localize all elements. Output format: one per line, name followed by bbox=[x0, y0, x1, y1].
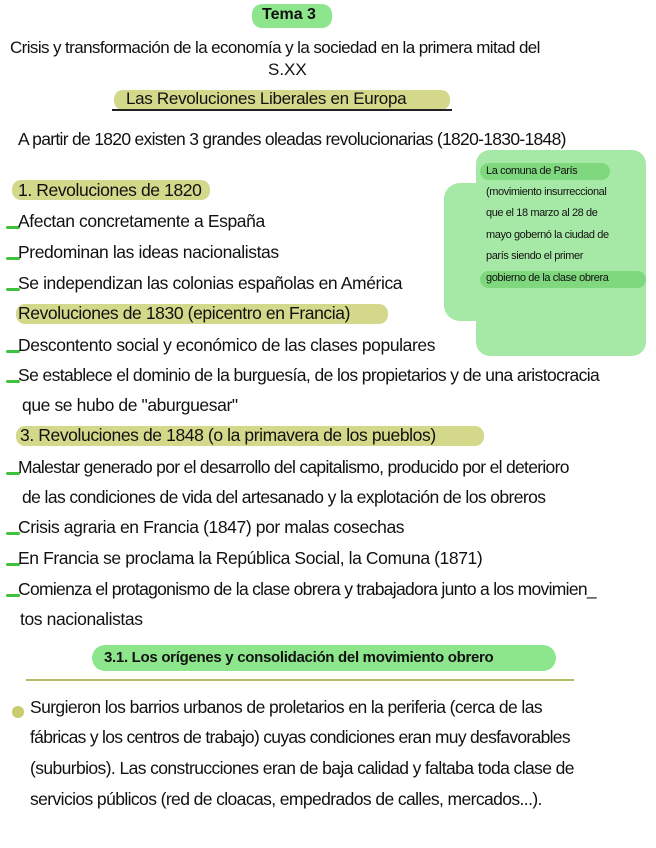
bullet-dot bbox=[12, 706, 24, 718]
section2-heading: Revoluciones de 1830 (epicentro en Francia) bbox=[18, 303, 351, 323]
list-item: Descontento social y económico de las clases populares bbox=[18, 335, 436, 355]
list-item: Se independizan las colonias españolas en América bbox=[18, 273, 403, 293]
subtitle: Las Revoluciones Liberales en Europa bbox=[126, 89, 407, 108]
list-item: Se establece el dominio de la burguesía, de los propietarios y de una aristocracia bbox=[18, 365, 600, 385]
note-line: que el 18 marzo al 28 de bbox=[486, 207, 598, 219]
note-line: (movimiento insurreccional bbox=[486, 186, 607, 198]
list-item-continuation: tos nacionalistas bbox=[20, 609, 143, 629]
section1-heading: 1. Revoluciones de 1820 bbox=[18, 180, 202, 200]
note-line: gobierno de la clase obrera bbox=[486, 272, 609, 284]
paragraph-line: fábricas y los centros de trabajo) cuyas condiciones eran muy desfavorables bbox=[30, 727, 570, 747]
paragraph-line: Surgieron los barrios urbanos de proletarios en la periferia (cerca de las bbox=[30, 697, 543, 717]
list-item: Crisis agraria en Francia (1847) por malas cosechas bbox=[18, 517, 405, 537]
list-item: Comienza el protagonismo de la clase obrera y trabajadora junto a los movimien_ bbox=[18, 579, 596, 599]
section3-heading: 3. Revoluciones de 1848 (o la primavera de los pueblos) bbox=[20, 425, 436, 445]
list-item-continuation: de las condiciones de vida del artesanado y la explotación de los obreros bbox=[22, 487, 546, 507]
list-item: Malestar generado por el desarrollo del capitalismo, producido por el deterioro bbox=[18, 457, 569, 477]
list-item: Afectan concretamente a España bbox=[18, 211, 265, 231]
intro-text: A partir de 1820 existen 3 grandes oleadas revolucionarias (1820-1830-1848) bbox=[18, 129, 566, 149]
section31-divider bbox=[26, 679, 574, 681]
page-title-line2: S.XX bbox=[268, 60, 307, 79]
subtitle-underline bbox=[112, 109, 452, 111]
note-line: La comuna de París bbox=[486, 165, 578, 177]
paragraph-line: (suburbios). Las construcciones eran de baja calidad y faltaba toda clase de bbox=[30, 758, 574, 778]
list-item: Predominan las ideas nacionalistas bbox=[18, 242, 279, 262]
note-line: parís siendo el primer bbox=[486, 250, 583, 262]
note-line: mayo gobernó la ciudad de bbox=[486, 229, 609, 241]
tema-label: Tema 3 bbox=[262, 6, 316, 23]
list-item-continuation: que se hubo de "aburguesar" bbox=[22, 395, 238, 415]
section31-heading: 3.1. Los orígenes y consolidación del movimiento obrero bbox=[104, 649, 494, 666]
page-title-line1: Crisis y transformación de la economía y la sociedad en la primera mitad del bbox=[10, 38, 540, 57]
list-item: En Francia se proclama la República Social, la Comuna (1871) bbox=[18, 548, 483, 568]
paragraph-line: servicios públicos (red de cloacas, empedrados de calles, mercados...). bbox=[30, 789, 542, 809]
